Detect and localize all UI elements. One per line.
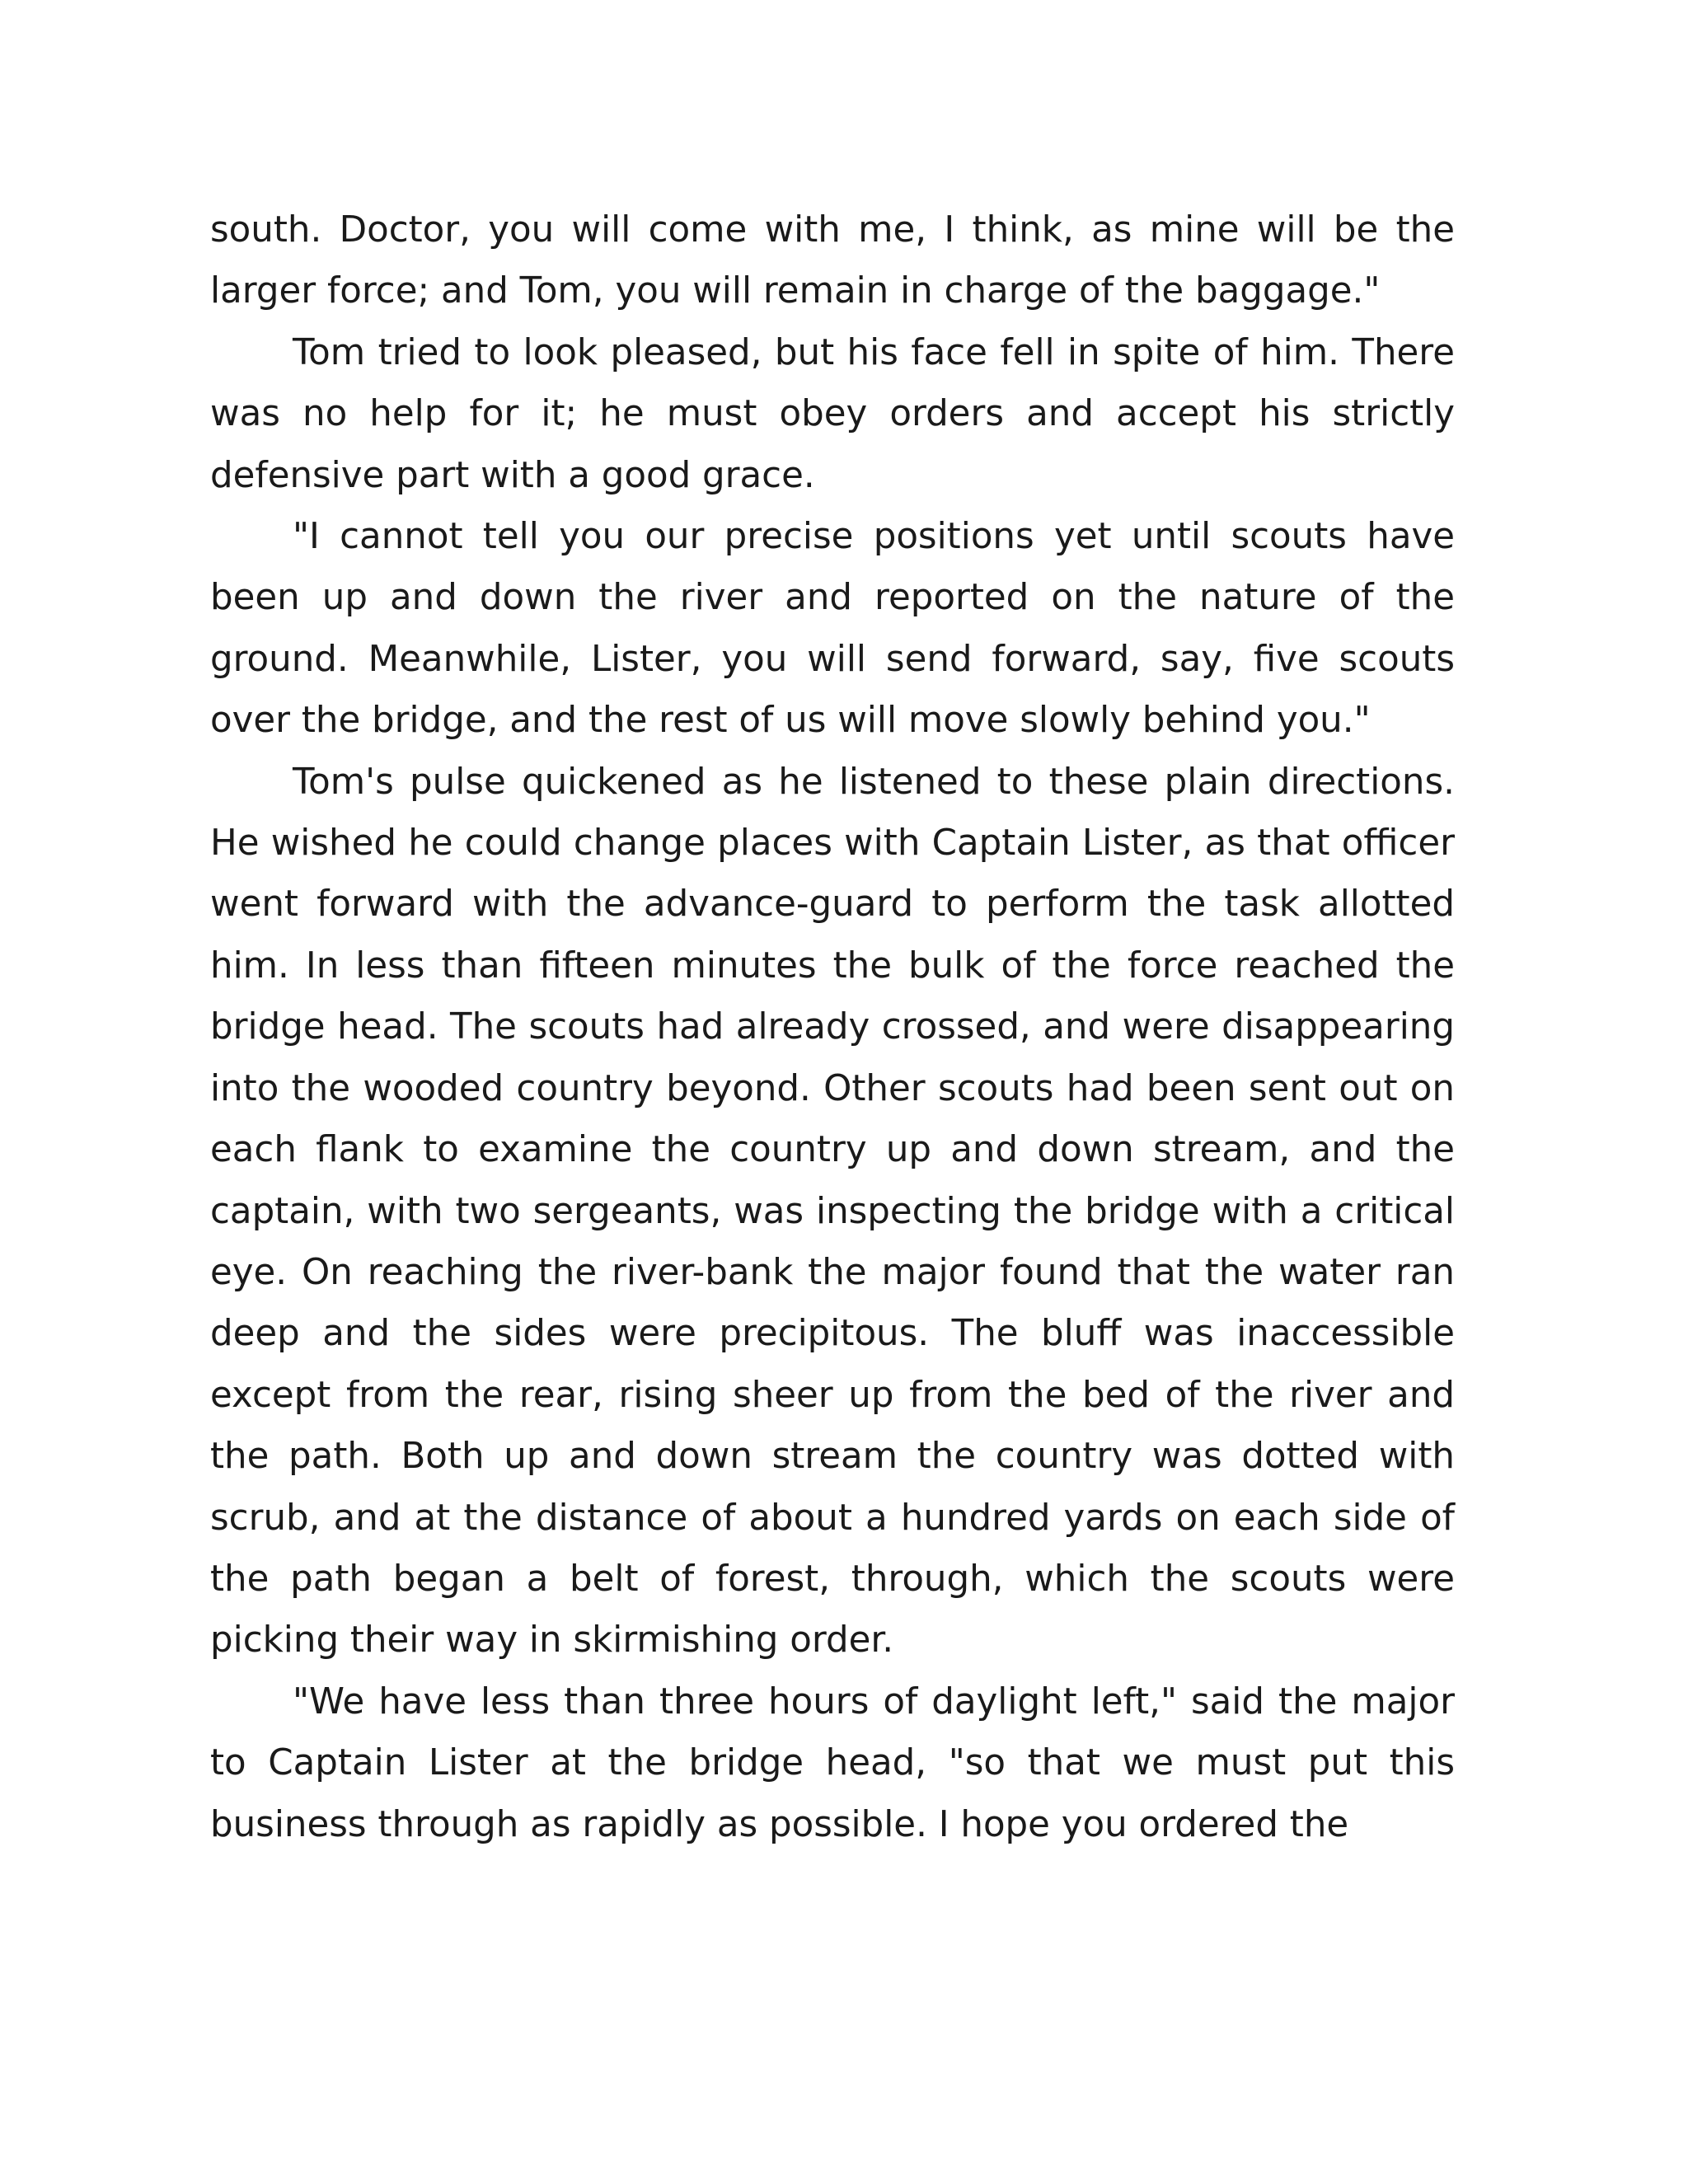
paragraph: "I cannot tell you our precise positions yet until scouts have been up and down the river and reported on the nature of the ground. Meanwhile, Lister, you will send forward, say, five scouts over the bridge, and the rest of us will move slowly behind you." <box>210 516 1455 742</box>
paragraph-last: "We have less than three hours of daylight left," said the major to Captain Lister at the bridge head, "so that we must put this business through as rapidly as possible. I hope you ordered the <box>210 1680 1455 1845</box>
paragraph: Tom tried to look pleased, but his face fell in spite of him. There was no help for it; he must obey orders and accept his strictly defensive part with a good grace. <box>210 331 1455 496</box>
paragraph-continuation: south. Doctor, you will come with me, I think, as mine will be the larger force; and Tom, you will remain in charge of the baggage." <box>210 209 1455 312</box>
paragraph: Tom's pulse quickened as he listened to these plain directions. He wished he could change places with Captain Lister, as that officer went forward with the advance-guard to perform the task allotted him. In less than fifteen minutes the bulk of the force reached the bridge head. The scouts had already crossed, and were disappearing into the wooded country beyond. Other scouts had been sent out on each flank to examine the country up and down stream, and the captain, with two sergeants, was inspecting the bridge with a critical eye. On reaching the river-bank the major found that the water ran deep and the sides were precipitous. The bluff was inaccessible except from the rear, rising sheer up from the bed of the river and the path. Both up and down stream the country was dotted with scrub, and at the distance of about a hundred yards on each side of the path began a belt of forest, through, which the scouts were picking their way in skirmishing order. <box>210 761 1455 1661</box>
body-text <box>210 199 1455 1855</box>
